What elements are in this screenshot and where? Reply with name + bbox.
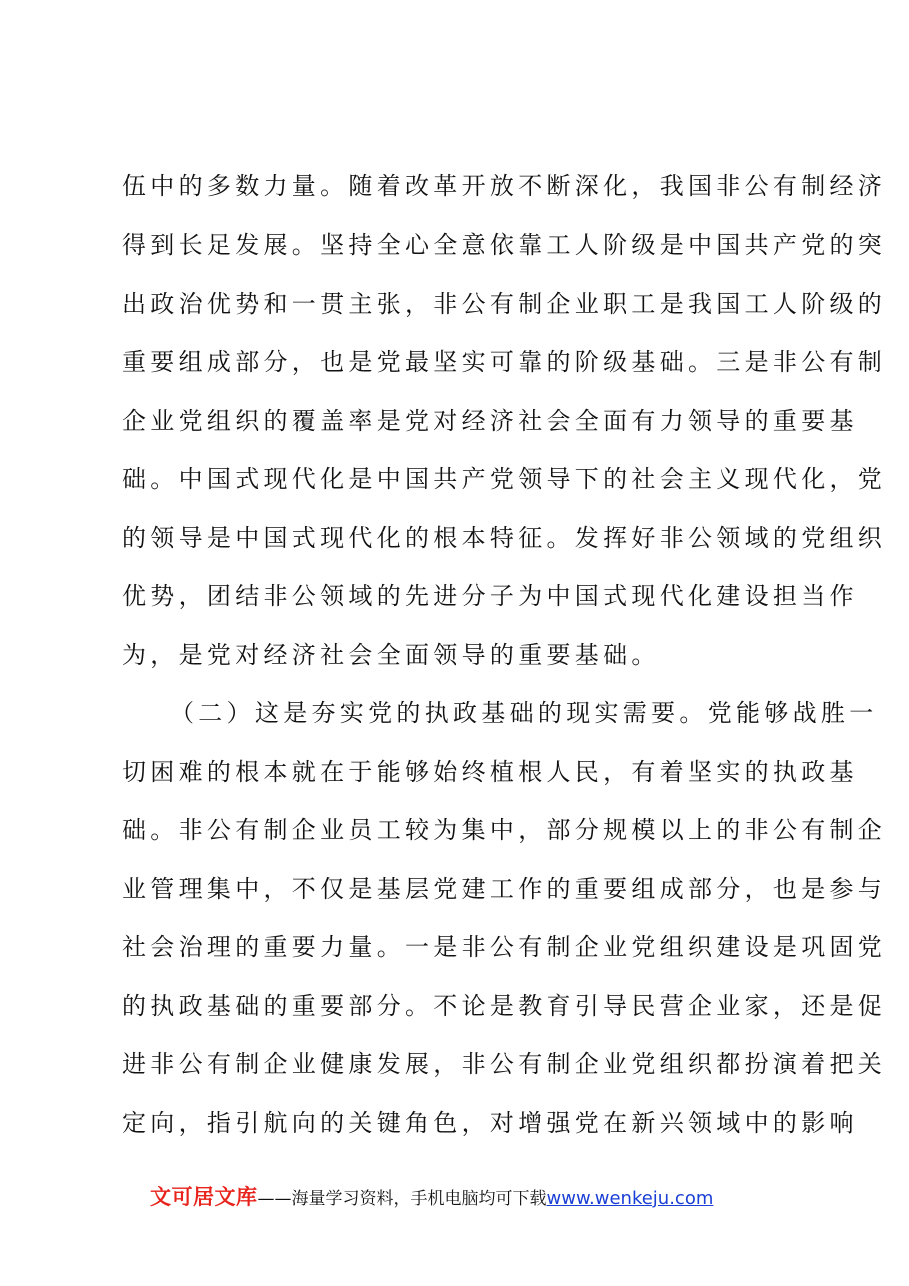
body-text-line: 的领导是中国式现代化的根本特征。发挥好非公领域的党组织 [122, 524, 887, 552]
body-text-line: 企业党组织的覆盖率是党对经济社会全面有力领导的重要基 [122, 407, 858, 435]
footer-tagline: ——海量学习资料，手机电脑均可下载 [257, 1189, 547, 1209]
body-text-line: 础。中国式现代化是中国共产党领导下的社会主义现代化，党 [122, 465, 887, 493]
footer-site-link[interactable]: www.wenkeju.com [546, 1188, 714, 1209]
body-text-line: 重要组成部分，也是党最坚实可靠的阶级基础。三是非公有制 [122, 348, 887, 376]
page-footer [150, 1180, 790, 1214]
body-text-line: 切困难的根本就在于能够始终植根人民，有着坚实的执政基 [122, 758, 858, 786]
body-text-line: 础。非公有制企业员工较为集中，部分规模以上的非公有制企 [122, 816, 887, 844]
body-text-line: 进非公有制企业健康发展，非公有制企业党组织都扮演着把关 [122, 1050, 887, 1078]
body-text-line: 业管理集中，不仅是基层党建工作的重要组成部分，也是参与 [122, 875, 887, 903]
body-text-line: 伍中的多数力量。随着改革开放不断深化，我国非公有制经济 [122, 172, 887, 200]
body-text-line: 社会治理的重要力量。一是非公有制企业党组织建设是巩固党 [122, 933, 887, 961]
body-text-line: 出政治优势和一贯主张，非公有制企业职工是我国工人阶级的 [122, 290, 887, 318]
body-text-line: 定向，指引航向的关键角色，对增强党在新兴领域中的影响 [122, 1109, 858, 1137]
body-text-line: 优势，团结非公领域的先进分子为中国式现代化建设担当作 [122, 582, 858, 610]
body-text-line: 的执政基础的重要部分。不论是教育引导民营企业家，还是促 [122, 992, 887, 1020]
footer-brand: 文可居文库 [150, 1185, 258, 1209]
body-text-line: 得到长足发展。坚持全心全意依靠工人阶级是中国共产党的突 [122, 231, 887, 259]
section-heading-line: （二）这是夯实党的执政基础的现实需要。党能够战胜一 [170, 699, 878, 727]
body-text-line: 为，是党对经济社会全面领导的重要基础。 [122, 641, 660, 669]
